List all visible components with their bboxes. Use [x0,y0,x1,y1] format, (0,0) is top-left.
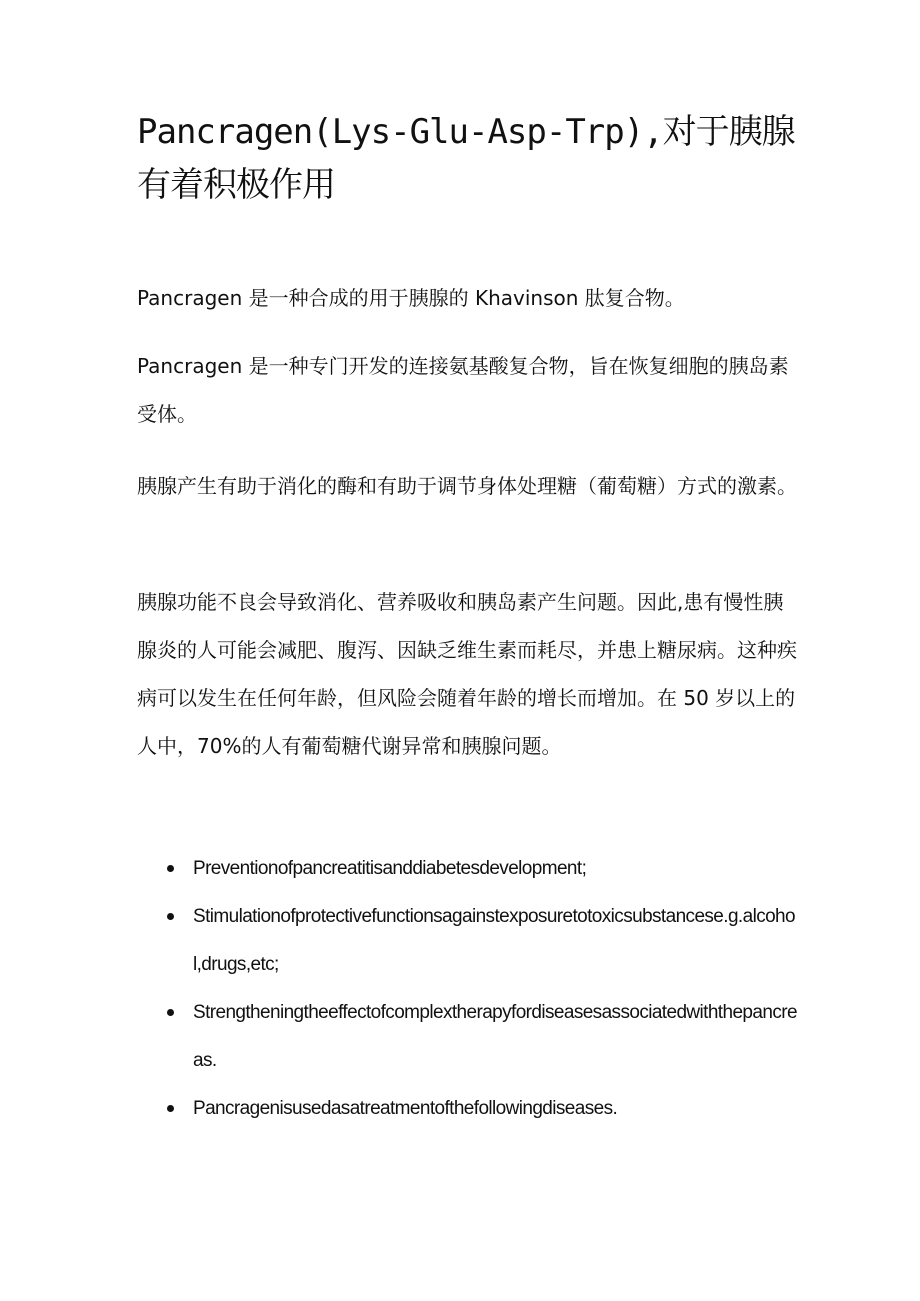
paragraph-purpose: Pancragen 是一种专门开发的连接氨基酸复合物，旨在恢复细胞的胰岛素受体。 [137,354,789,426]
bullet-icon [167,1105,174,1112]
document-title: Pancragen(Lys-Glu-Asp-Trp),对于胰腺有着积极作用 [137,112,795,205]
list-item-text: Preventionofpancreatitisanddiabetesdevelopment; [193,858,587,879]
list-item-text: Strengtheningtheeffectofcomplextherapyfordiseasesassociatedwiththepancreas. [193,1002,797,1071]
paragraph-pancreas-dysfunction: 胰腺功能不良会导致消化、营养吸收和胰岛素产生问题。因此,患有慢性胰腺炎的人可能会减肥、腹泻、因缺乏维生素而耗尽，并患上糖尿病。这种疾病可以发生在任何年龄，但风险会随着年龄的增长而增加。在 50 岁以上的人中，70%的人有葡萄糖代谢异常和胰腺问题。 [137,590,797,758]
list-item-text: Pancragenisusedasatreatmentofthefollowingdiseases. [193,1098,618,1119]
list-item [137,1085,797,1133]
bullet-icon [167,865,174,872]
paragraph-pancreas-function: 胰腺产生有助于消化的酶和有助于调节身体处理糖（葡萄糖）方式的激素。 [137,474,797,498]
list-item [137,989,797,1085]
bullet-icon [167,913,174,920]
paragraph-intro: Pancragen 是一种合成的用于胰腺的 Khavinson 肽复合物。 [137,286,685,310]
bullet-icon [167,1009,174,1016]
list-item-text: Stimulationofprotectivefunctionsagainstexposuretotoxicsubstancese.g.alcohol,drugs,etc; [193,906,795,975]
benefits-list [137,845,797,1133]
list-item [137,893,797,989]
list-item [137,845,797,893]
